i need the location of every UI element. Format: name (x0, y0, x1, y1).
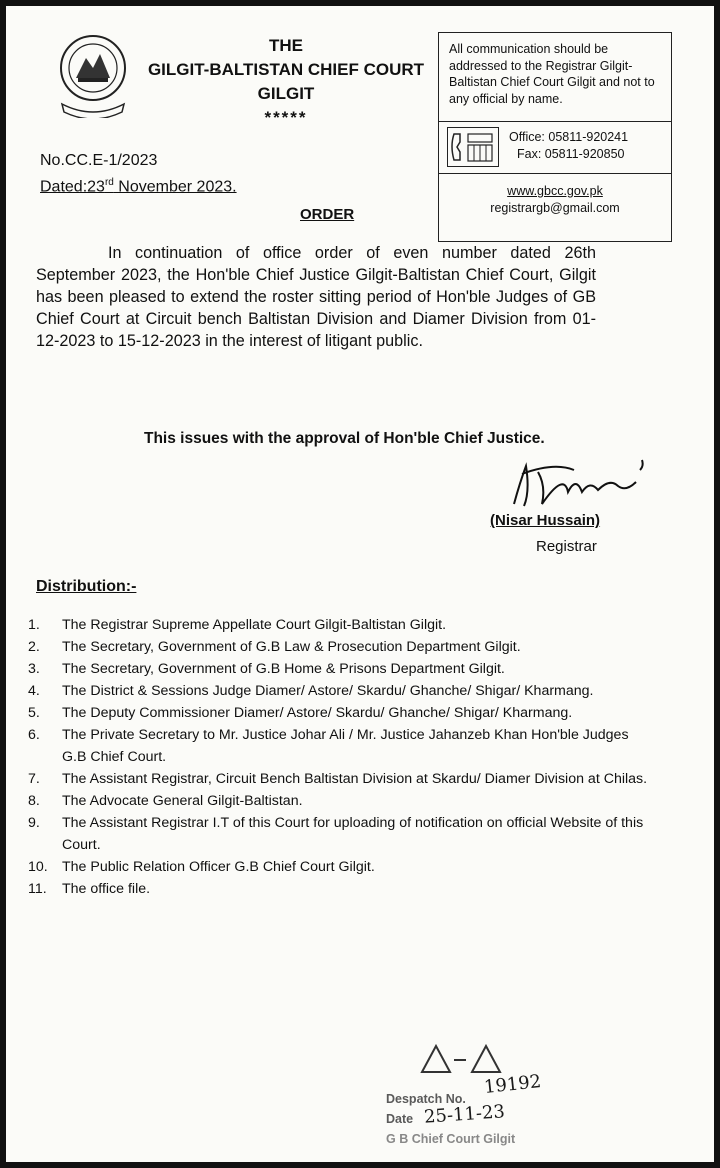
order-document (6, 6, 714, 1162)
header-line-3: GILGIT (257, 84, 315, 103)
distribution-item (28, 856, 648, 878)
reference-number: No.CC.E-1/2023 (40, 152, 158, 169)
website-link[interactable]: www.gbcc.gov.pk (507, 184, 603, 198)
distribution-item (28, 614, 648, 636)
distribution-item (28, 658, 648, 680)
distribution-item-text: The Secretary, Government of G.B Law & Prosecution Department Gilgit. (62, 639, 521, 655)
distribution-item-text: The office file. (62, 881, 151, 897)
distribution-item-number: 1. (28, 617, 40, 633)
distribution-item (28, 768, 648, 790)
distribution-item (28, 702, 648, 724)
date-label: Date (386, 1112, 414, 1126)
distribution-item-text: The Private Secretary to Mr. Justice Johar Ali / Mr. Justice Jahanzeb Khan Hon'ble Judges G.B Chief Court. (62, 727, 629, 765)
header-line-2: GILGIT-BALTISTAN CHIEF COURT (147, 60, 425, 79)
distribution-item (28, 724, 648, 768)
signatory-name: (Nisar Hussain) (490, 512, 601, 529)
fax-number: Fax: 05811-920850 (517, 147, 625, 161)
distribution-item-text: The Assistant Registrar, Circuit Bench Baltistan Division at Skardu/ Diamer Division at Chilas. (62, 771, 648, 787)
telephone-fax-icon (447, 127, 499, 167)
distribution-item-text: The Advocate General Gilgit-Baltistan. (62, 793, 303, 809)
header-stars: ***** (264, 108, 308, 127)
distribution-item-number: 3. (28, 661, 40, 677)
distribution-item-text: The Assistant Registrar I.T of this Court for uploading of notification on official Website of this Court. (62, 815, 644, 853)
distribution-item-number: 4. (28, 683, 40, 699)
despatch-label: Despatch No. (386, 1092, 466, 1106)
office-phone: Office: 05811-920241 (509, 130, 629, 144)
approval-line: This issues with the approval of Hon'ble Chief Justice. (144, 430, 545, 447)
despatch-number: 19192 (483, 1071, 543, 1098)
distribution-item-text: The Secretary, Government of G.B Home & Prisons Department Gilgit. (62, 661, 505, 677)
scales-of-justice-icon (414, 1036, 504, 1076)
distribution-item-number: 10. (28, 859, 48, 875)
court-emblem-logo (48, 28, 138, 118)
registrar-signature (494, 452, 644, 512)
distribution-item-text: The District & Sessions Judge Diamer/ Astore/ Skardu/ Ghanche/ Shigar/ Kharmang. (62, 683, 594, 699)
order-body: In continuation of office order of even number dated 26th September 2023, the Hon'ble Chief Justice Gilgit-Baltistan Chief Court, Gilgit has been pleased to extend the roster sitting period of Hon'ble Judges of GB Chief Court at Circuit bench Baltistan Division and Diamer Division from 01-12-2023 to 15-12-2023 in the interest of litigant public. (36, 244, 596, 350)
distribution-item-text: The Deputy Commissioner Diamer/ Astore/ Skardu/ Ghanche/ Shigar/ Kharmang. (62, 705, 573, 721)
despatch-date: 25-11-23 (423, 1101, 506, 1128)
distribution-item-number: 5. (28, 705, 40, 721)
distribution-item-number: 7. (28, 771, 40, 787)
stamp-footer: G B Chief Court Gilgit (386, 1132, 516, 1146)
distribution-list (28, 614, 648, 900)
signatory-title: Registrar (536, 538, 597, 555)
distribution-item (28, 790, 648, 812)
distribution-title: Distribution:- (36, 578, 137, 595)
despatch-stamp (378, 1036, 598, 1154)
email-address[interactable]: registrargb@gmail.com (490, 201, 620, 215)
distribution-item-number: 6. (28, 727, 40, 743)
reference-date: Dated:23rd November 2023. (40, 177, 237, 196)
contact-box (438, 32, 672, 242)
distribution-item (28, 636, 648, 658)
distribution-item-number: 8. (28, 793, 40, 809)
reference-block (40, 150, 237, 198)
distribution-item-number: 2. (28, 639, 40, 655)
communication-note: All communication should be addressed to the Registrar Gilgit-Baltistan Chief Court Gilgit and not to any official by name. (449, 42, 655, 106)
distribution-item-text: The Registrar Supreme Appellate Court Gilgit-Baltistan Gilgit. (62, 617, 447, 633)
distribution-item (28, 812, 648, 856)
distribution-item-text: The Public Relation Officer G.B Chief Court Gilgit. (62, 859, 375, 875)
distribution-item-number: 9. (28, 815, 40, 831)
distribution-item-number: 11. (28, 881, 47, 897)
distribution-item (28, 680, 648, 702)
distribution-item (28, 878, 648, 900)
header-line-1: THE (269, 36, 303, 55)
court-header (126, 34, 446, 130)
order-title: ORDER (300, 206, 355, 223)
